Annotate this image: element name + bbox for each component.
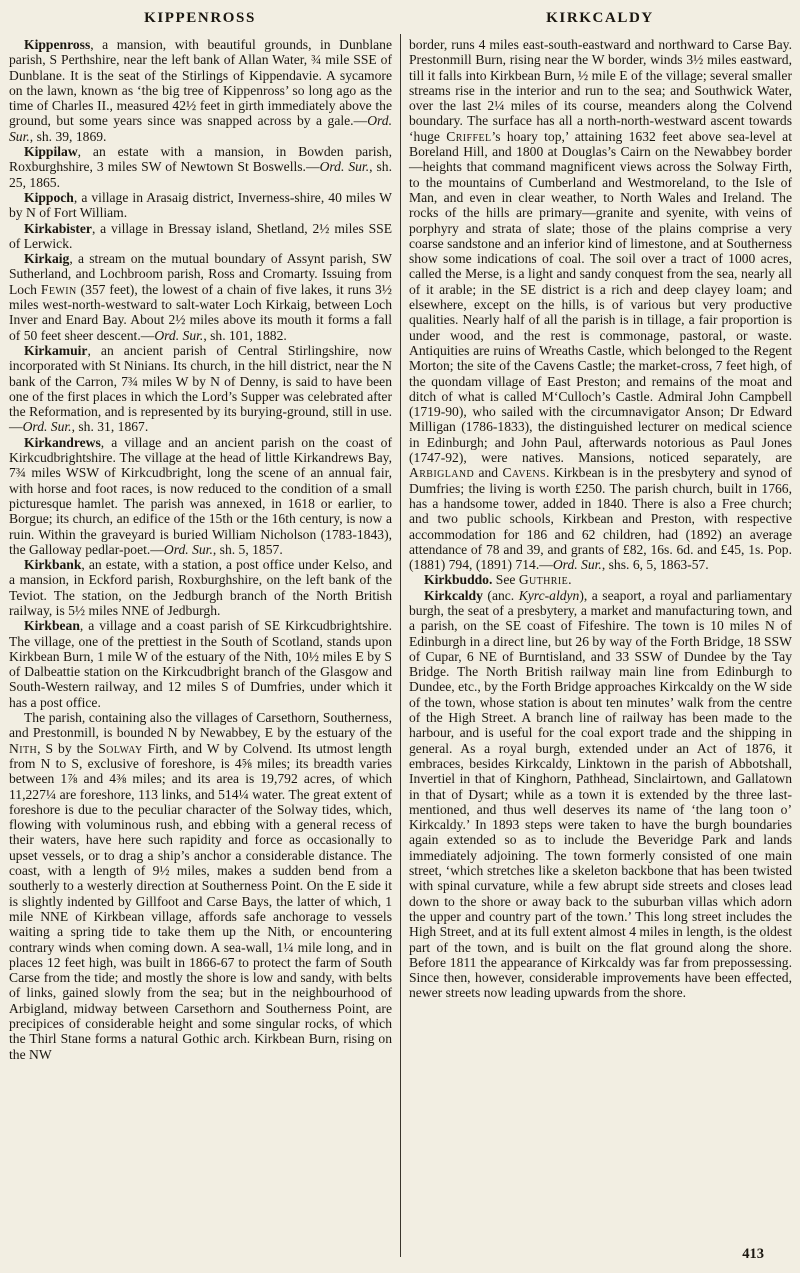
entry-paragraph: Kirkbuddo. See Guthrie. [424,572,572,588]
entry-paragraph: Kirkamuir, an ancient parish of Central Stirlingshire, now incorporated with St Ninians. Its church, in the hill district, near the N bank of the Carron, 7¾ miles W by N of Denny, is said to have been one of the first places in which the Lord’s Supper was celebrated after the Reformation, and is represented by its burying-ground, still in use.—Ord. Sur., sh. 31, 1867. [9,342,392,435]
entry-name: Kirkbank [24,557,82,573]
entry-name: Kippoch [24,189,74,205]
entry-paragraph: Kirkbank, an estate, with a station, a post office under Kelso, and a mansion, in Eckford parish, Roxburghshire, on the left bank of the Teviot. The station, on the Jedburgh branch of the North British railway, is 5½ miles NNE of Jedburgh. [9,557,392,618]
entry-name: Kirkcaldy [424,587,483,603]
entry-paragraph: Kippenross, a mansion, with beautiful grounds, in Dunblane parish, S Perthshire, near the left bank of Allan Water, ¾ mile SSE of Dunblane. It is the seat of the Stirlings of Kippendavie. A sycamore on the lawn, known as ‘the big tree of Kippenross’ so long ago as the time of Charles II., measured 42½ feet in girth immediately above the ground, but some years since was snapped across by a gale.—Ord. Sur., sh. 39, 1869. [9,37,392,144]
entry-paragraph: Kirkabister, a village in Bressay island, Shetland, 2½ miles SSE of Lerwick. [9,220,392,251]
entry-name: Kirkbean [24,618,80,634]
entry-name: Kirkaig [24,251,70,267]
running-heads [0,10,800,27]
entry-paragraph: Kirkandrews, a village and an ancient parish on the coast of Kirkcudbrightshire. The village at the head of little Kirkandrews Bay, 7¾ miles WSW of Kirkcudbright, long the scene of an annual fair, with horse and foot races, is now reduced to the condition of a small picturesque hamlet. The parish was annexed, in 1618 or earlier, to Borgue; its church, an edifice of the 15th or the 16th century, is now a ruin. Within the graveyard is buried William Nicholson (1783-1843), the Galloway pedlar-poet.—Ord. Sur., sh. 5, 1857. [9,434,392,557]
entry-name: Kippenross [24,37,91,52]
entry-name: Kirkandrews [24,434,101,450]
entry-paragraph: Kirkcaldy (anc. Kyrc-aldyn), a seaport, a royal and parliamentary burgh, the seat of a presbytery, a market and manufacturing town, and a parish, on the SE coast of Fifeshire. The town is 10 miles N of Edinburgh in a direct line, but 26 by way of the Forth Bridge, 18 SSW of Cupar, 6 NE of Burntisland, and 33 SSW of Dundee by the Tay Bridge. The North British railway main line from Edinburgh to Dundee, etc., by the Forth Bridge approaches Kirkcaldy on the W side of the town, whose station is about ten minutes’ walk from the centre of the High Street. A branch line of railway has been made to the harbour, and is useful for the coal export trade and the shipping in general. As a royal burgh, extended under an Act of 1876, it embraces, besides Kirkcaldy, Linktown in the parish of Abbotshall, Invertiel in that of Kinghorn, Pathhead, Sinclairtown, and Gallatown in that of Dysart; while as a town it is extended by the three last-mentioned, and thus well deserves its name of ‘the lang toon o’ Kirkcaldy.’ In 1893 steps were taken to have the burgh boundaries again extended so as to include the Beveridge Park and lands immediately adjoining. The town formerly consisted of one main street, ‘which stretches like a skeleton backbone that has been twisted with spinal curvature, while a few abrupt side streets and closes lead down to the shore or away back to the suburban villas which adorn the upper and country part of the town.’ This long street includes the High Street, and at its full extent almost 4 miles in length, is the oldest part of the town, and is built on the flat ground along the shore. Before 1811 the appearance of Kirkcaldy was far from prepossessing. Since then, however, considerable improvements have been effected, newer streets now leading upwards from the shore. [409,587,792,1001]
column-divider-rule [400,34,401,1257]
entry-name: Kippilaw [24,144,78,160]
entry-paragraph: Kippoch, a village in Arasaig district, Inverness-shire, 40 miles W by N of Fort William. [9,189,392,221]
left-running-head: KIPPENROSS [144,10,256,26]
entry-name: Kirkbuddo. [424,572,493,588]
entry-name: Kirkamuir [24,342,88,358]
continuation-paragraph: The parish, containing also the villages of Carsethorn, Southerness, and Prestonmill, is bounded N by Newabbey, E by the estuary of the Nith, S by the Solway Firth, and W by Colvend. Its utmost length from N to S, exclusive of foreshore, is 4⅝ miles; its breadth varies between 1⅞ and 4⅜ miles; and its area is 19,792 acres, of which 11,227¼ are foreshore, 113 links, and 514¼ water. The great extent of foreshore is due to the peculiar character of the Solway tides, which, flowing with voluminous rush, and ebbing with a general recess of their waters, have here such rapidity and force as occasionally to upset vessels, or to drag a ship’s anchor a considerable distance. The coast, with a length of 9½ miles, makes a sudden bend from a southerly to a westerly direction at Southerness Point. On the E side it is slightly indented by Gillfoot and Carse Bays, the latter of which, 1 mile NNE of Kirkbean village, affords safe anchorage to vessels waiting a spring tide to take them up the Nith, or encountering contrary winds when coming down. A sea-wall, 1¼ mile long, and in places 12 feet high, was built in 1866-67 to protect the farm of South Carse from the tide; and mostly the shore is low and sandy, with belts of links, gained slowly from the sea; but in the neighbourhood of Arbigland, midway between Carsethorn and Southerness Point, are precipices of considerable height and some singular rocks, of which the Thirl Stane forms a natural Gothic arch. Kirkbean Burn, rising on the NW [9,710,392,1062]
right-column [409,37,792,1001]
entry-paragraph: Kirkaig, a stream on the mutual boundary of Assynt parish, SW Sutherland, and Lochbroom parish, Ross and Cromarty. Issuing from Loch Fewin (357 feet), the lowest of a chain of five lakes, it runs 3½ miles west-north-westward to salt-water Loch Kirkaig, between Loch Inver and Enard Bay. About 2½ miles above its mouth it forms a fall of 50 feet sheer descent.—Ord. Sur., sh. 101, 1882. [9,251,392,343]
entry-paragraph: Kirkbean, a village and a coast parish of SE Kirkcudbrightshire. The village, one of the prettiest in the South of Scotland, stands upon Kirkbean Burn, 1 mile W of the estuary of the Nith, 10½ miles E by S of Dalbeattie station on the Kirkcudbright branch of the Glasgow and South-Western railway, and 12 miles S of Dumfries, under which it has a post office. [9,618,392,710]
right-running-head: KIRKCALDY [546,10,654,26]
page-number: 413 [742,1246,764,1262]
left-column [9,37,392,1062]
entry-paragraph: Kippilaw, an estate with a mansion, in Bowden parish, Roxburghshire, 3 miles SW of Newtown St Boswells.—Ord. Sur., sh. 25, 1865. [9,144,392,190]
continuation-paragraph: border, runs 4 miles east-south-eastward and northward to Carse Bay. Prestonmill Burn, rising near the W border, winds 3½ miles eastward, till it falls into Kirkbean Burn, ½ mile E of the village; several smaller streams rise in the interior and run to the sea; and Southwick Water, over the last 2¼ miles of its course, meanders along the Colvend boundary. The surface has all a north-north-westward ascent towards ‘huge Criffel’s hoary top,’ attaining 1632 feet above sea-level at Boreland Hill, and 1800 at Douglas’s Cairn on the Newabbey border—heights that command magnificent views across the Solway Firth, to the mountains of Cumberland and Westmoreland, to the Isle of Man, and even in clear weather, to North Wales and Ireland. The rocks of the hills are primary—granite and syenite, with veins of porphyry and strata of slate; those of the plains comprise a very coarse sandstone and an inferior kind of limestone, and at Southerness show some indications of coal. The soil over a tract of 1000 acres, called the Merse, is a light and sandy conquest from the sea, nearly all of it arable; in the SE district is a rich and deep clayey loam; and elsewhere, except on the hills, is of various but very productive qualities. Nearly half of all the parish is in tillage, a fair proportion is under wood, and the rest is commonage, pastoral, or waste. Antiquities are ruins of Wreaths Castle, which belonged to the Regent Morton; the site of the Cavens Castle; the market-cross, 7 feet high, of the quondam village of East Preston; and remains of the moat and ditch of what is called M‘Culloch’s Castle. Admiral John Campbell (1719-90), who sailed with the circumnavigator Anson; Dr Edward Milligan (1786-1833), the distinguished lecturer on medical science in Edinburgh; and John Paul, afterwards notorious as Paul Jones (1747-92), were natives. Mansions, noticed separately, are Arbigland and Cavens. Kirkbean is in the presbytery and synod of Dumfries; the living is worth £250. The parish church, built in 1766, has a handsome tower, added in 1840. There is also a Free church; and two public schools, Kirkbean and Preston, with respective accommodation for 186 and 62 children, had (1892) an average attendance of 78 and 39, and grants of £82, 16s. 6d. and £45, 1s. Pop. (1881) 794, (1891) 714.—Ord. Sur., shs. 6, 5, 1863-57. [409,37,792,573]
entry-name: Kirkabister [24,220,92,236]
